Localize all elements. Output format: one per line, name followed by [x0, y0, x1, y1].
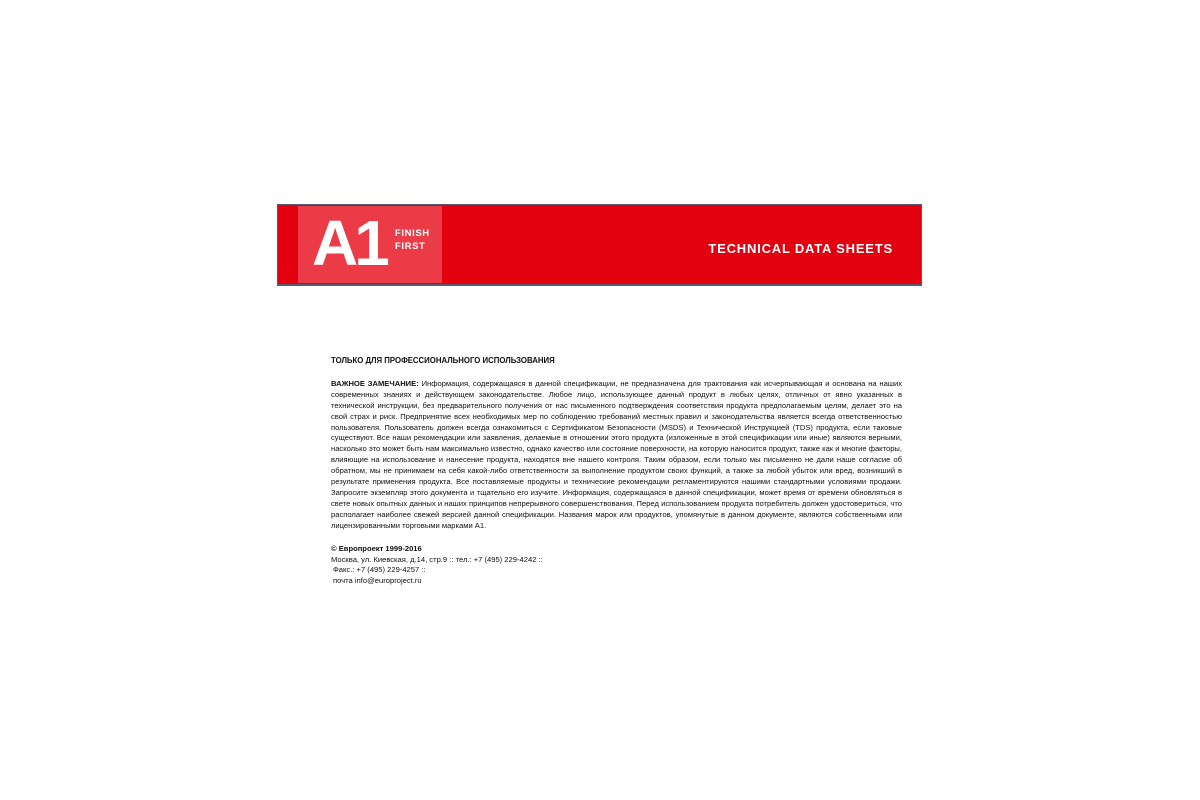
document-body — [331, 356, 902, 587]
email-line: почта info@europroject.ru — [333, 576, 422, 586]
fax-line: Факс.: +7 (495) 229-4257 :: — [333, 565, 426, 575]
copyright: © Европроект 1999-2016 — [331, 543, 422, 553]
contacts-block — [331, 544, 902, 588]
logo-mark: A1 — [312, 207, 386, 279]
banner-title: TECHNICAL DATA SHEETS — [708, 241, 893, 256]
important-notice — [331, 379, 902, 532]
professional-use-heading: ТОЛЬКО ДЛЯ ПРОФЕССИОНАЛЬНОГО ИСПОЛЬЗОВАНИЯ — [331, 356, 555, 365]
notice-text: Информация, содержащаяся в данной спецификации, не предназначена для трактования как исчерпывающая и основана на наших современных знаниях и действующем законодательстве. Любое лицо, использующее данный продукт в любых целях, отличных от явно указанных в технической инструкции, без предварительного получения от нас письменного подтверждения соответствия продукта предполагаемым целям, делает это на свой страх и риск. Предпринятие всех необходимых мер по соблюдению требований местных правил и законодательства является всегда ответственностью пользователя. Пользователь должен всегда ознакомиться с Сертификатом Безопасности (MSDS) и Технической Инструкцией (TDS) продукта, если таковые существуют. Все наши рекомендации или заявления, делаемые в отношении этого продукта (изложенные в этой спецификации или иные) являются верными, насколько это может быть нам максимально известно, однако качество или состояние поверхности, на которую наносится продукт, также как и многие факторы, влияющие на использование и нанесение продукта, находятся вне нашего контроля. Таким образом, если только мы письменно не дали наше согласие об обратном, мы не принимаем на себя какой-либо ответственности за выполнение продуктом своих функций, а также за любой убыток или вред, возникший в результате применения продукта. Все поставляемые продукты и технические рекомендации регламентируются нашими стандартными условиями продажи. Запросите экземпляр этого документа и тщательно его изучите. Информация, содержащаяся в данной спецификации, может время от времени обновляться в свете новых опытных данных и наших принципов непрерывного совершенствования. Перед использованием продукта потребитель должен удостовериться, что располагает наиболее свежей версией данной спецификации. Названия марок или продуктов, упомянутые в данном документе, являются собственными или лицензированными торговыми марками A1. — [331, 378, 902, 530]
address-line: Москва, ул. Киевская, д.14, стр.9 :: тел.: +7 (495) 229-4242 :: — [331, 554, 543, 564]
logo-tagline — [395, 227, 430, 253]
logo-tag-line2: FIRST — [395, 241, 426, 252]
brand-logo — [298, 206, 442, 283]
header-banner — [277, 204, 922, 286]
notice-label: ВАЖНОЕ ЗАМЕЧАНИЕ: — [331, 378, 419, 388]
logo-tag-line1: FINISH — [395, 228, 430, 239]
